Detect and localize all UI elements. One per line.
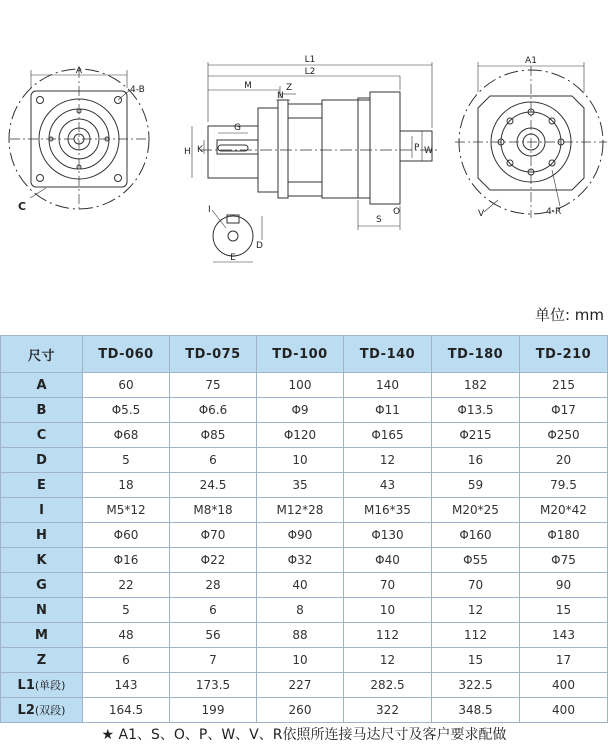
row-label [1,473,83,498]
table-cell: 17 [520,648,608,673]
table-cell: 182 [432,373,520,398]
row-label [1,598,83,623]
table-cell: 12 [344,448,432,473]
label-D: D [256,241,263,251]
model-header: TD-210 [520,336,608,373]
model-header: TD-075 [170,336,257,373]
table-cell: 143 [83,673,170,698]
table-cell: Φ17 [520,398,608,423]
row-label-sub: (单段) [34,679,66,692]
table-cell: Φ250 [520,423,608,448]
table-row [1,523,608,548]
table-cell: 173.5 [170,673,257,698]
table-row [1,448,608,473]
table-cell: 322 [344,698,432,723]
row-label [1,698,83,723]
table-cell: 16 [432,448,520,473]
table-cell: M12*28 [257,498,344,523]
shaft-section [212,210,262,262]
table-cell: M5*12 [83,498,170,523]
label-A1: A1 [525,56,537,66]
table-row [1,623,608,648]
label-Z: Z [286,83,293,93]
table-cell: Φ22 [170,548,257,573]
table-cell: Φ215 [432,423,520,448]
table-cell: Φ60 [83,523,170,548]
table-cell: 260 [257,698,344,723]
table-cell: 88 [257,623,344,648]
row-label [1,398,83,423]
row-label [1,648,83,673]
table-row [1,673,608,698]
row-label [1,523,83,548]
table-row [1,373,608,398]
rear-view [455,62,607,218]
table-cell: 12 [432,598,520,623]
table-cell: 6 [83,648,170,673]
label-M: M [244,81,252,91]
table-cell: Φ11 [344,398,432,423]
table-row [1,698,608,723]
row-label-text: A [36,377,47,393]
label-C: C [18,200,27,213]
table-cell: Φ70 [170,523,257,548]
model-header: TD-100 [257,336,344,373]
spec-table [0,335,608,723]
table-cell: 28 [170,573,257,598]
table-cell: Φ165 [344,423,432,448]
row-label-text: M [35,627,48,643]
table-cell: Φ120 [257,423,344,448]
table-cell: 15 [432,648,520,673]
label-K: K [197,145,203,155]
row-label-text: I [39,502,44,518]
footnote: ★ A1、S、O、P、W、V、R依照所连接马达尺寸及客户要求配做 [101,727,507,743]
table-cell: 12 [344,648,432,673]
row-label-text: H [36,527,47,543]
table-row [1,473,608,498]
table-cell: 164.5 [83,698,170,723]
table-cell: 8 [257,598,344,623]
table-cell: 215 [520,373,608,398]
label-N: N [277,91,284,101]
table-cell: M20*25 [432,498,520,523]
table-cell: 6 [170,598,257,623]
label-L2: L2 [304,67,316,77]
table-cell: 282.5 [344,673,432,698]
table-cell: Φ40 [344,548,432,573]
row-label-text: Z [36,652,47,668]
table-cell: 7 [170,648,257,673]
table-cell: 143 [520,623,608,648]
row-label-text: E [37,477,46,493]
table-cell: 6 [170,448,257,473]
label-H: H [184,147,191,157]
row-label [1,423,83,448]
table-cell: 22 [83,573,170,598]
table-cell: Φ75 [520,548,608,573]
table-row [1,398,608,423]
table-cell: 40 [257,573,344,598]
table-cell: 199 [170,698,257,723]
table-cell: 400 [520,673,608,698]
table-row [1,598,608,623]
row-label-text: D [36,452,47,468]
table-cell: 35 [257,473,344,498]
table-cell: Φ85 [170,423,257,448]
table-cell: M16*35 [344,498,432,523]
table-cell: Φ9 [257,398,344,423]
table-row [1,423,608,448]
table-cell: Φ6.6 [170,398,257,423]
label-4-R: 4-R [546,207,562,217]
table-cell: Φ13.5 [432,398,520,423]
table-cell: Φ68 [83,423,170,448]
label-L1: L1 [304,55,316,65]
table-cell: 227 [257,673,344,698]
table-header-row [1,336,608,373]
table-cell: 5 [83,448,170,473]
table-cell: 10 [344,598,432,623]
table-cell: 59 [432,473,520,498]
row-label [1,573,83,598]
table-cell: 322.5 [432,673,520,698]
table-cell: Φ5.5 [83,398,170,423]
model-header: TD-060 [83,336,170,373]
table-cell: 90 [520,573,608,598]
table-cell: Φ180 [520,523,608,548]
row-label [1,448,83,473]
table-row [1,573,608,598]
row-label-text: L1 [17,678,35,693]
table-cell: Φ90 [257,523,344,548]
front-view [9,68,149,210]
label-O: O [393,207,401,217]
side-view [192,62,440,230]
table-cell: Φ55 [432,548,520,573]
model-header: TD-180 [432,336,520,373]
table-cell: 24.5 [170,473,257,498]
table-cell: 100 [257,373,344,398]
unit-label: 单位: mm [534,306,604,324]
model-header: TD-140 [344,336,432,373]
table-cell: 43 [344,473,432,498]
table-cell: 70 [432,573,520,598]
table-cell: 348.5 [432,698,520,723]
table-cell: Φ16 [83,548,170,573]
row-label-text: L2 [17,703,35,718]
table-cell: 112 [432,623,520,648]
technical-drawings [0,0,608,290]
table-row [1,498,608,523]
row-label [1,623,83,648]
row-label [1,673,83,698]
table-cell: Φ130 [344,523,432,548]
label-I: I [208,205,211,215]
row-label-text: N [36,602,47,618]
table-cell: M8*18 [170,498,257,523]
table-cell: 20 [520,448,608,473]
row-label-text: C [36,427,47,443]
row-label [1,548,83,573]
table-cell: 70 [344,573,432,598]
label-A: A [75,66,83,76]
table-cell: Φ32 [257,548,344,573]
label-W: W [424,146,433,156]
table-cell: 75 [170,373,257,398]
table-cell: 79.5 [520,473,608,498]
table-cell: Φ160 [432,523,520,548]
table-cell: 140 [344,373,432,398]
row-label-text: G [36,577,47,593]
table-cell: 10 [257,448,344,473]
table-cell: 15 [520,598,608,623]
table-cell: 112 [344,623,432,648]
label-G: G [234,123,241,133]
table-cell: 60 [83,373,170,398]
table-row [1,648,608,673]
table-cell: 400 [520,698,608,723]
row-label-text: K [36,552,47,568]
corner-header: 尺寸 [1,336,83,373]
row-label [1,498,83,523]
label-S: S [376,215,382,225]
label-4-B: 4-B [130,85,145,95]
table-cell: 10 [257,648,344,673]
row-label-sub: (双段) [34,704,66,717]
label-E: E [230,253,236,263]
row-label-text: B [36,402,47,418]
table-cell: 48 [83,623,170,648]
table-cell: M20*42 [520,498,608,523]
row-label [1,373,83,398]
table-cell: 18 [83,473,170,498]
label-P: P [414,143,420,153]
table-row [1,548,608,573]
table-cell: 5 [83,598,170,623]
table-cell: 56 [170,623,257,648]
label-V: V [478,209,485,219]
